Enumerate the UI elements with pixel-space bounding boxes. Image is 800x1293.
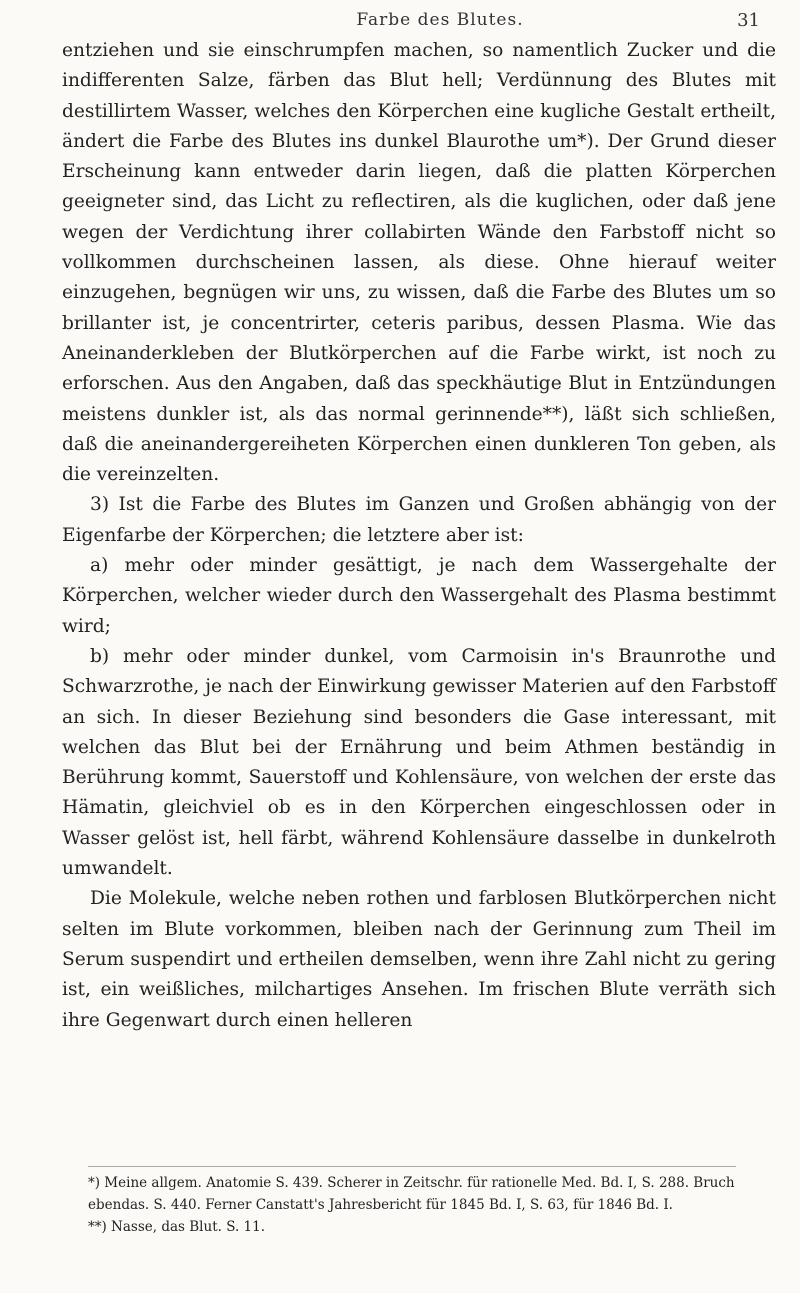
footnotes [88,1172,776,1238]
paragraph-5: Die Molekule, welche neben rothen und farblosen Blutkörperchen nicht selten im Blute vorkommen, bleiben nach der Gerinnung zum Theil im Serum suspendirt und ertheilen demselben, wenn ihre Zahl nicht zu gering ist, ein weißliches, milchartiges Ansehen. Im frischen Blute verräth sich ihre Gegenwart durch einen helleren [62,888,776,1031]
page-header [120,6,760,36]
footnote-rule [88,1166,736,1167]
page-number: 31 [737,10,760,31]
paragraph-2: 3) Ist die Farbe des Blutes im Ganzen und Großen abhängig von der Eigenfarbe der Körperchen; die letztere aber ist: [62,494,776,546]
footnote-1: *) Meine allgem. Anatomie S. 439. Scherer in Zeitschr. für rationelle Med. Bd. I, S. 288. Bruch ebendas. S. 440. Ferner Canstatt's Jahresbericht für 1845 Bd. I, S. 63, für 1846 Bd. I. [88,1175,735,1213]
paragraph-4: b) mehr oder minder dunkel, vom Carmoisin in's Braunrothe und Schwarzrothe, je nach der Einwirkung gewisser Materien auf den Farbstoff an sich. In dieser Beziehung sind besonders die Gase interessant, mit welchen das Blut bei der Ernährung und beim Athmen beständig in Berührung kommt, Sauerstoff und Kohlensäure, von welchen der erste das Hämatin, gleichviel ob es in den Körperchen eingeschlossen oder in Wasser gelöst ist, hell färbt, während Kohlensäure dasselbe in dunkelroth umwandelt. [62,645,776,880]
paragraph-3: a) mehr oder minder gesättigt, je nach dem Wassergehalte der Körperchen, welcher wieder durch den Wassergehalt des Plasma bestimmt wird; [62,555,776,637]
paragraph-1: entziehen und sie einschrumpfen machen, so namentlich Zucker und die indifferenten Salze, färben das Blut hell; Verdünnung des Blutes mit destillirtem Wasser, welches den Körperchen eine kugliche Gestalt ertheilt, ändert die Farbe des Blutes ins dunkel Blaurothe um*). Der Grund dieser Erscheinung kann entweder darin liegen, daß die platten Körperchen geeigneter sind, das Licht zu reflectiren, als die kuglichen, oder daß jene wegen der Verdichtung ihrer collabirten Wände den Farbstoff nicht so vollkommen durchscheinen lassen, als diese. Ohne hierauf weiter einzugehen, begnügen wir uns, zu wissen, daß die Farbe des Blutes um so brillanter ist, je concentrirter, ceteris paribus, dessen Plasma. Wie das Aneinanderkleben der Blutkörperchen auf die Farbe wirkt, ist noch zu erforschen. Aus den Angaben, daß das speckhäutige Blut in Entzündungen meistens dunkler ist, als das normal gerinnende**), läßt sich schließen, daß die aneinandergereiheten Körperchen einen dunkleren Ton geben, als die vereinzelten. [62,40,776,486]
body-text [62,36,776,1036]
running-title: Farbe des Blutes. [356,10,524,30]
footnote-2: **) Nasse, das Blut. S. 11. [88,1219,266,1235]
